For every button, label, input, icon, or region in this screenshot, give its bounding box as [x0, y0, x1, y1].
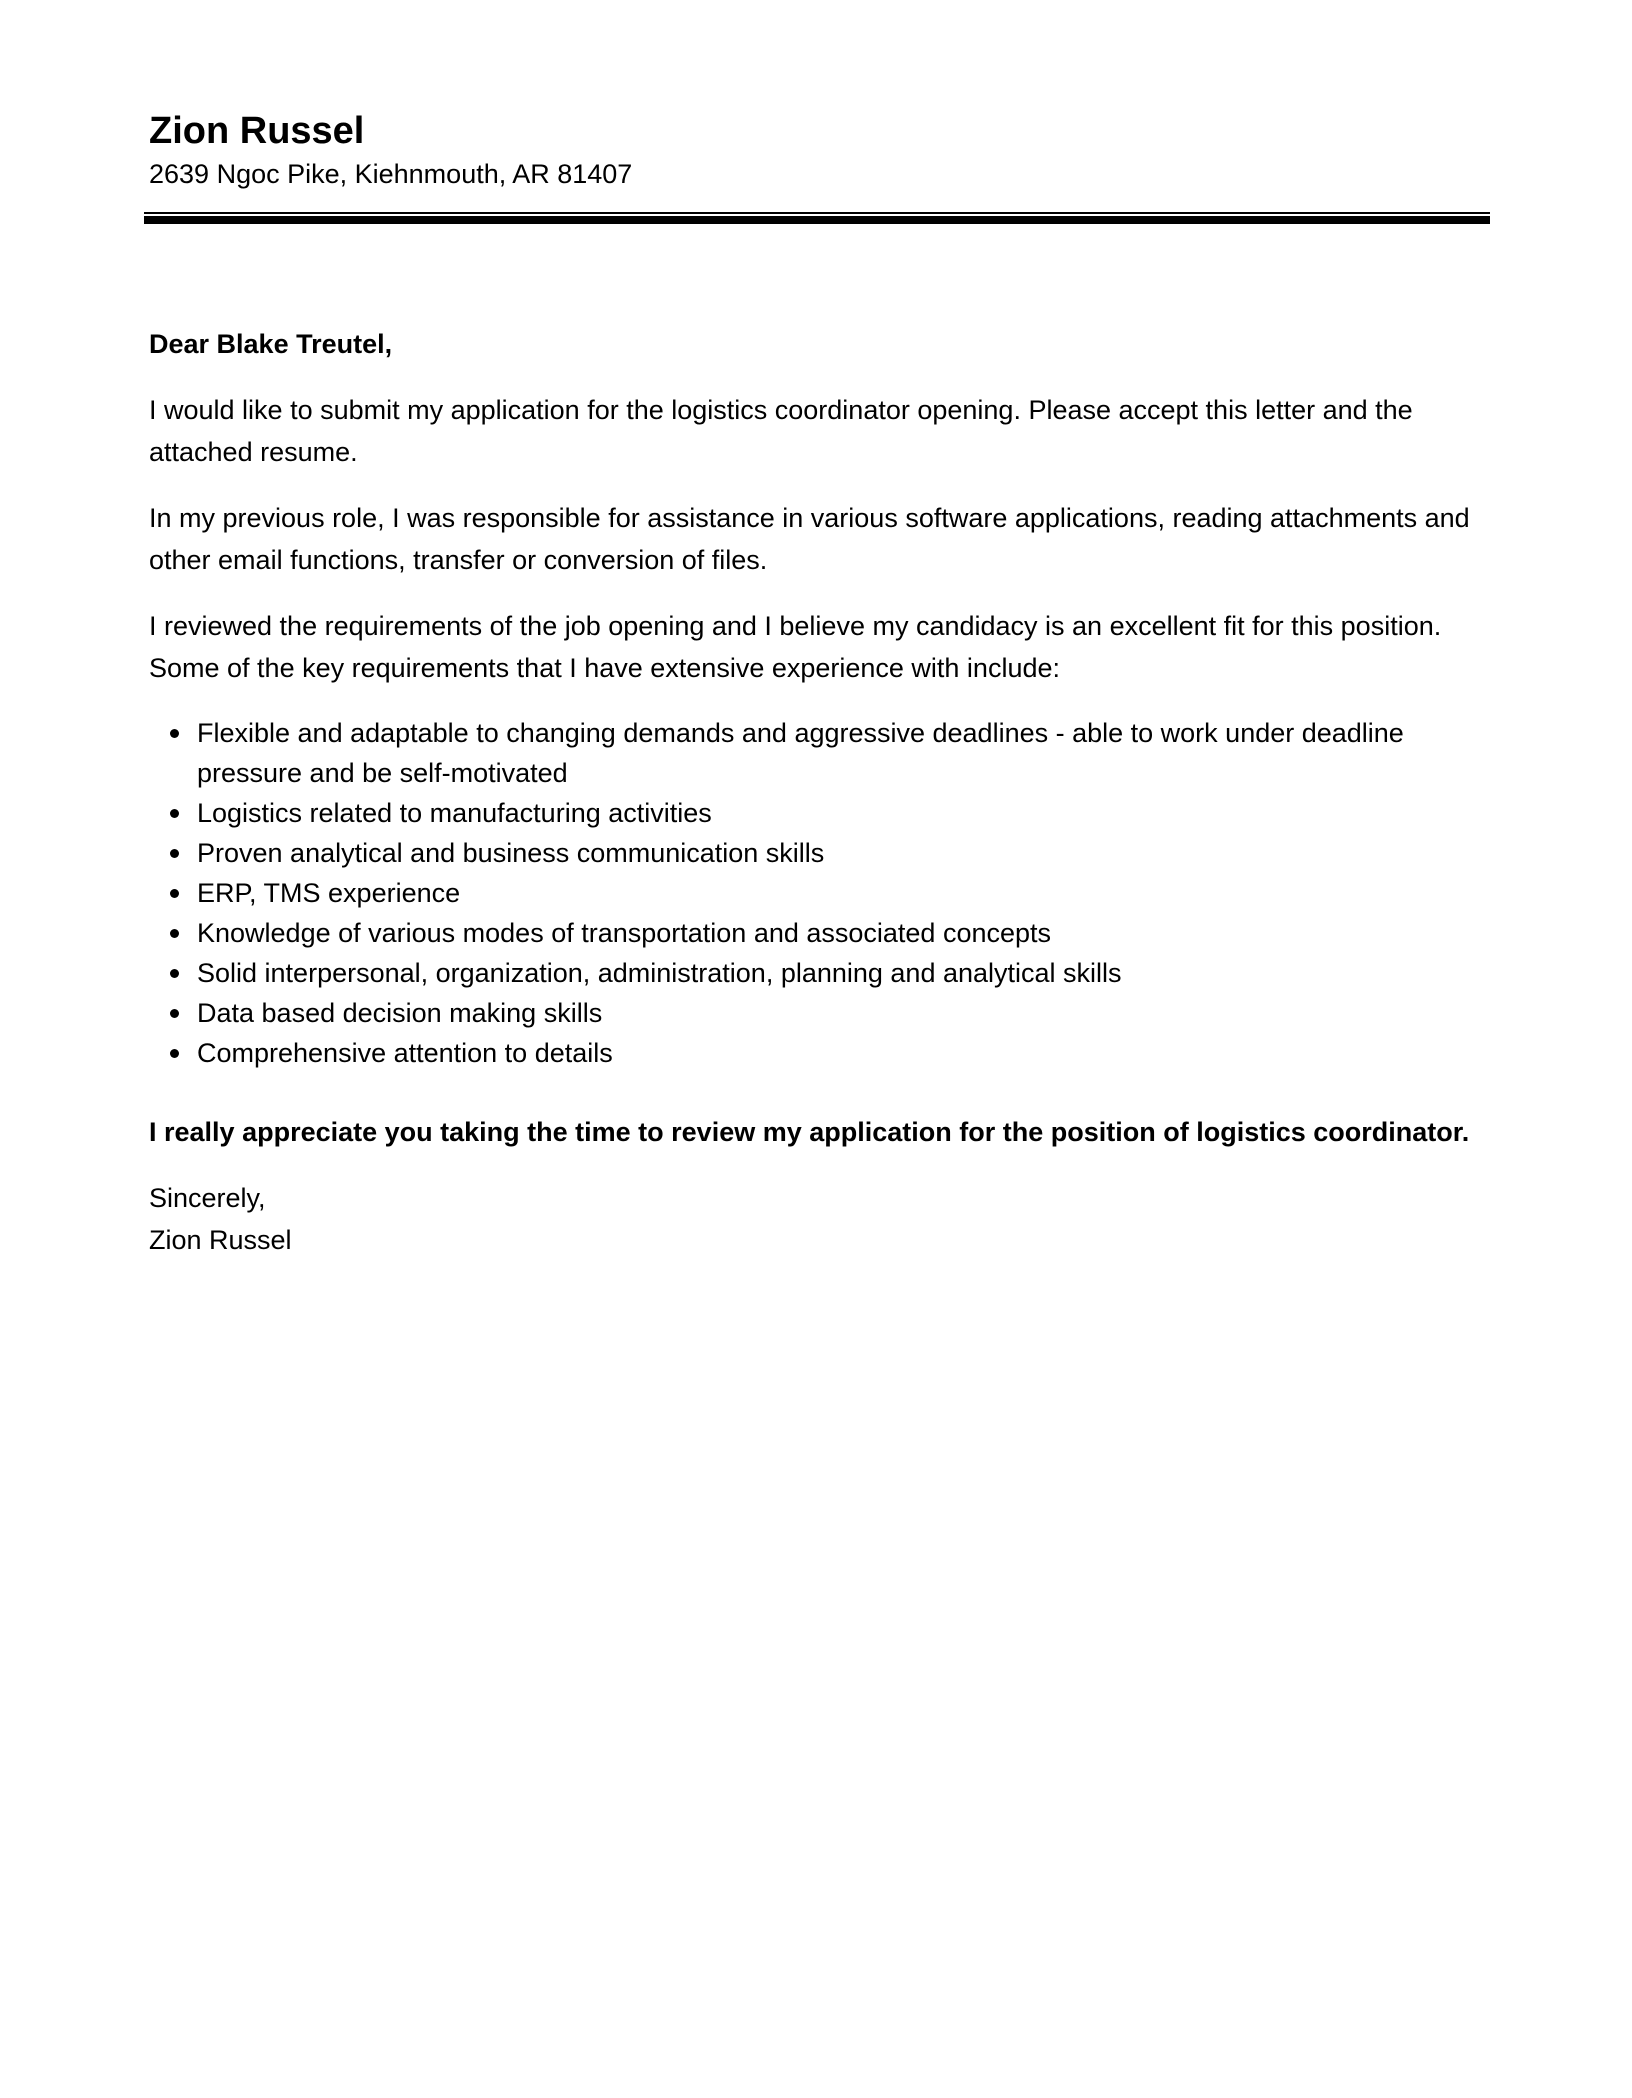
list-item-text: Solid interpersonal, organization, administration, planning and analytical skills — [197, 958, 1122, 988]
requirements-list — [149, 713, 1489, 1073]
list-item — [149, 1033, 1489, 1073]
sender-name: Zion Russel — [149, 110, 365, 152]
bullet-icon — [170, 729, 179, 738]
header-divider — [144, 212, 1490, 224]
bullet-icon — [170, 1009, 179, 1018]
list-item — [149, 913, 1489, 953]
salutation: Dear Blake Treutel, — [149, 329, 393, 359]
list-item-text: Proven analytical and business communication skills — [197, 838, 825, 868]
header-divider-thick-line — [144, 216, 1490, 224]
bullet-icon — [170, 809, 179, 818]
bullet-icon — [170, 889, 179, 898]
list-item — [149, 793, 1489, 833]
list-item — [149, 873, 1489, 913]
signoff: Sincerely, — [149, 1183, 266, 1213]
list-item — [149, 993, 1489, 1033]
list-item-text: Flexible and adaptable to changing demands and aggressive deadlines - able to work under deadline pressure and be self-motivated — [197, 718, 1404, 788]
letter-header — [149, 108, 1489, 192]
list-item — [149, 833, 1489, 873]
bullet-icon — [170, 929, 179, 938]
paragraph-previous-role: In my previous role, I was responsible for assistance in various software applications, reading attachments and other email functions, transfer or conversion of files. — [149, 503, 1470, 575]
list-item-text: Data based decision making skills — [197, 998, 603, 1028]
signature-name: Zion Russel — [149, 1225, 292, 1255]
header-divider-thin-line — [144, 212, 1490, 214]
bullet-icon — [170, 1049, 179, 1058]
list-item-text: Comprehensive attention to details — [197, 1038, 613, 1068]
sender-address: 2639 Ngoc Pike, Kiehnmouth, AR 81407 — [149, 159, 633, 189]
paragraph-requirements-intro: I reviewed the requirements of the job opening and I believe my candidacy is an excellent fit for this position. Some of the key requirements that I have extensive experience with include: — [149, 611, 1442, 683]
list-item — [149, 713, 1489, 793]
paragraph-intro: I would like to submit my application for the logistics coordinator opening. Please accept this letter and the attached resume. — [149, 395, 1413, 467]
list-item-text: Knowledge of various modes of transportation and associated concepts — [197, 918, 1052, 948]
closing-statement: I really appreciate you taking the time to review my application for the position of logistics coordinator. — [149, 1117, 1470, 1147]
letter-body — [149, 323, 1489, 1261]
bullet-icon — [170, 849, 179, 858]
list-item — [149, 953, 1489, 993]
list-item-text: Logistics related to manufacturing activities — [197, 798, 712, 828]
list-item-text: ERP, TMS experience — [197, 878, 461, 908]
bullet-icon — [170, 969, 179, 978]
